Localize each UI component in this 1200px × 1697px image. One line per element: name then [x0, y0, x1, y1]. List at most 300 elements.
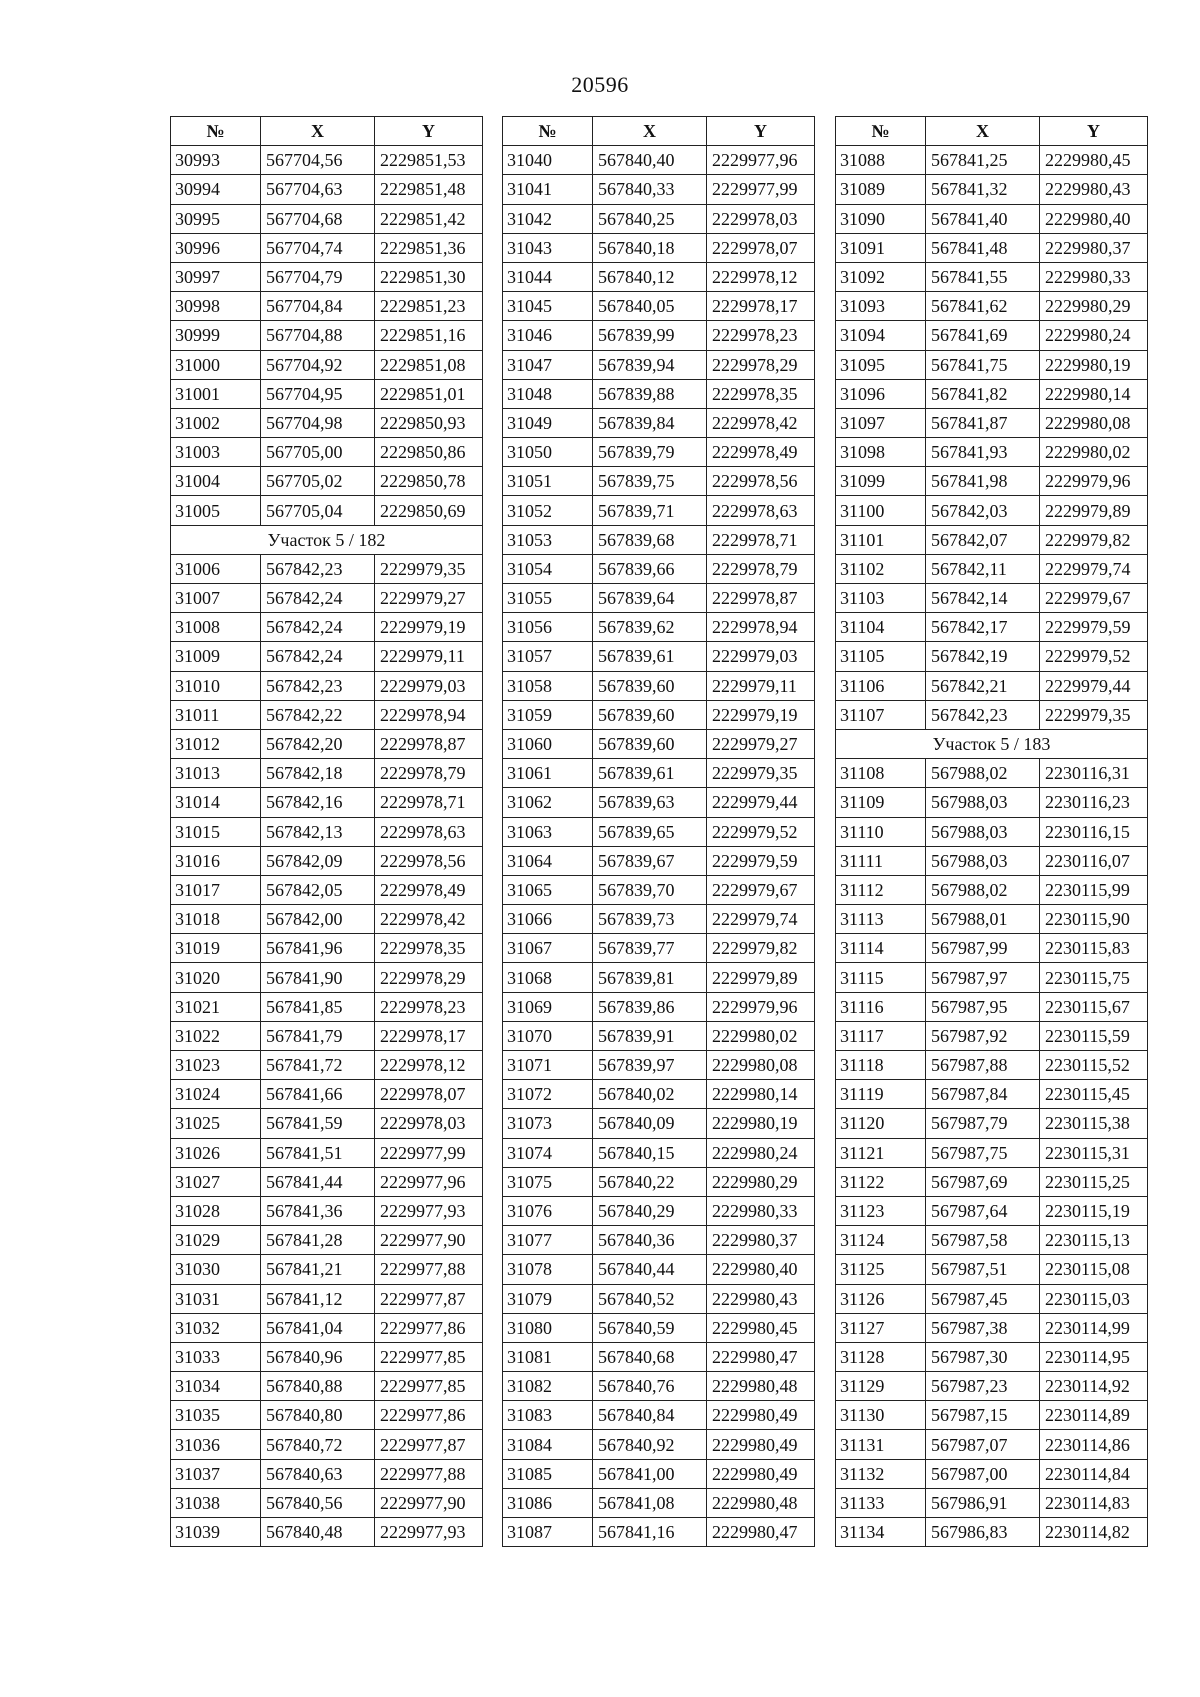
x-coordinate-cell: 567840,76	[593, 1372, 707, 1401]
point-number-cell: 31051	[503, 467, 593, 496]
y-coordinate-cell: 2229977,90	[375, 1226, 483, 1255]
point-number-cell: 31127	[836, 1313, 926, 1342]
point-number-cell: 31068	[503, 963, 593, 992]
point-number-cell: 31003	[171, 438, 261, 467]
point-number-cell: 31061	[503, 759, 593, 788]
table-row	[836, 467, 1148, 496]
x-coordinate-cell: 567840,12	[593, 262, 707, 291]
x-coordinate-cell: 567987,15	[926, 1401, 1040, 1430]
table-header-row	[836, 117, 1148, 146]
point-number-cell: 31045	[503, 292, 593, 321]
coordinates-table-middle	[502, 116, 815, 1547]
y-coordinate-cell: 2229979,59	[1040, 613, 1148, 642]
point-number-cell: 30997	[171, 262, 261, 291]
x-coordinate-cell: 567841,87	[926, 408, 1040, 437]
point-number-cell: 31083	[503, 1401, 593, 1430]
x-coordinate-cell: 567704,98	[261, 408, 375, 437]
table-row	[171, 1255, 483, 1284]
y-coordinate-cell: 2229978,56	[375, 846, 483, 875]
table-row	[171, 1313, 483, 1342]
x-coordinate-cell: 567842,24	[261, 613, 375, 642]
table-row	[171, 408, 483, 437]
x-coordinate-cell: 567987,30	[926, 1342, 1040, 1371]
y-coordinate-cell: 2230115,38	[1040, 1109, 1148, 1138]
x-coordinate-cell: 567840,33	[593, 175, 707, 204]
x-coordinate-cell: 567839,97	[593, 1051, 707, 1080]
table-row	[171, 1459, 483, 1488]
table-row	[171, 1518, 483, 1547]
x-coordinate-cell: 567987,58	[926, 1226, 1040, 1255]
table-row	[503, 554, 815, 583]
y-coordinate-cell: 2229978,17	[375, 1021, 483, 1050]
point-number-cell: 31074	[503, 1138, 593, 1167]
y-coordinate-cell: 2229978,29	[707, 350, 815, 379]
x-coordinate-cell: 567842,23	[261, 671, 375, 700]
point-number-cell: 31094	[836, 321, 926, 350]
point-number-cell: 31098	[836, 438, 926, 467]
table-row	[503, 1430, 815, 1459]
table-row	[836, 204, 1148, 233]
x-coordinate-cell: 567842,21	[926, 671, 1040, 700]
table-row	[836, 846, 1148, 875]
y-coordinate-cell: 2229851,36	[375, 233, 483, 262]
table-body	[171, 146, 483, 1547]
table-row	[503, 1167, 815, 1196]
point-number-cell: 31040	[503, 146, 593, 175]
table-row	[836, 671, 1148, 700]
y-coordinate-cell: 2229979,35	[707, 759, 815, 788]
section-label: Участок 5 / 182	[171, 525, 483, 554]
table-row	[171, 379, 483, 408]
table-row	[836, 262, 1148, 291]
y-coordinate-cell: 2230115,99	[1040, 875, 1148, 904]
point-number-cell: 31010	[171, 671, 261, 700]
y-coordinate-cell: 2229978,12	[375, 1051, 483, 1080]
point-number-cell: 31030	[171, 1255, 261, 1284]
y-coordinate-cell: 2229978,35	[375, 934, 483, 963]
table-row	[836, 1342, 1148, 1371]
table-row	[836, 146, 1148, 175]
y-coordinate-cell: 2229979,52	[1040, 642, 1148, 671]
x-coordinate-cell: 567987,00	[926, 1459, 1040, 1488]
x-coordinate-cell: 567842,00	[261, 905, 375, 934]
point-number-cell: 31026	[171, 1138, 261, 1167]
table-row	[171, 1109, 483, 1138]
table-row	[503, 1401, 815, 1430]
point-number-cell: 31058	[503, 671, 593, 700]
point-number-cell: 31132	[836, 1459, 926, 1488]
point-number-cell: 31102	[836, 554, 926, 583]
point-number-cell: 30996	[171, 233, 261, 262]
x-coordinate-cell: 567839,99	[593, 321, 707, 350]
y-coordinate-cell: 2229978,49	[707, 438, 815, 467]
table-row	[503, 905, 815, 934]
y-coordinate-cell: 2229980,33	[707, 1196, 815, 1225]
x-coordinate-cell: 567840,15	[593, 1138, 707, 1167]
y-coordinate-cell: 2229979,03	[375, 671, 483, 700]
table-row	[171, 700, 483, 729]
table-row	[836, 700, 1148, 729]
point-number-cell: 31101	[836, 525, 926, 554]
x-coordinate-cell: 567842,09	[261, 846, 375, 875]
table-row	[836, 1226, 1148, 1255]
table-row	[836, 321, 1148, 350]
table-row	[836, 905, 1148, 934]
x-coordinate-cell: 567842,14	[926, 584, 1040, 613]
x-coordinate-cell: 567987,99	[926, 934, 1040, 963]
x-coordinate-cell: 567841,79	[261, 1021, 375, 1050]
x-coordinate-cell: 567839,94	[593, 350, 707, 379]
coordinates-table-left	[170, 116, 483, 1547]
x-coordinate-cell: 567840,44	[593, 1255, 707, 1284]
table-row	[503, 992, 815, 1021]
y-coordinate-cell: 2230114,83	[1040, 1488, 1148, 1517]
y-coordinate-cell: 2229980,37	[1040, 233, 1148, 262]
y-coordinate-cell: 2229850,78	[375, 467, 483, 496]
table-row	[171, 350, 483, 379]
y-coordinate-cell: 2229851,16	[375, 321, 483, 350]
point-number-cell: 31006	[171, 554, 261, 583]
table-row	[836, 1080, 1148, 1109]
y-coordinate-cell: 2229979,96	[707, 992, 815, 1021]
table-row	[171, 1342, 483, 1371]
page-number: 20596	[571, 72, 629, 97]
point-number-cell: 31002	[171, 408, 261, 437]
x-coordinate-cell: 567842,24	[261, 642, 375, 671]
y-coordinate-cell: 2229978,79	[707, 554, 815, 583]
y-coordinate-cell: 2229980,29	[1040, 292, 1148, 321]
x-coordinate-cell: 567840,25	[593, 204, 707, 233]
table-row	[503, 671, 815, 700]
y-coordinate-cell: 2229979,59	[707, 846, 815, 875]
table-row	[836, 438, 1148, 467]
point-number-cell: 31038	[171, 1488, 261, 1517]
point-number-cell: 30998	[171, 292, 261, 321]
x-coordinate-cell: 567987,51	[926, 1255, 1040, 1284]
y-coordinate-cell: 2229980,43	[707, 1284, 815, 1313]
y-coordinate-cell: 2230115,08	[1040, 1255, 1148, 1284]
table-row	[836, 788, 1148, 817]
y-coordinate-cell: 2229980,19	[1040, 350, 1148, 379]
header-y: Y	[375, 117, 483, 146]
table-row	[171, 233, 483, 262]
x-coordinate-cell: 567842,23	[926, 700, 1040, 729]
x-coordinate-cell: 567840,29	[593, 1196, 707, 1225]
table-row	[503, 584, 815, 613]
point-number-cell: 31005	[171, 496, 261, 525]
point-number-cell: 31015	[171, 817, 261, 846]
y-coordinate-cell: 2229979,35	[375, 554, 483, 583]
point-number-cell: 31063	[503, 817, 593, 846]
y-coordinate-cell: 2229980,14	[707, 1080, 815, 1109]
point-number-cell: 31115	[836, 963, 926, 992]
point-number-cell: 31060	[503, 729, 593, 758]
point-number-cell: 31096	[836, 379, 926, 408]
point-number-cell: 31017	[171, 875, 261, 904]
x-coordinate-cell: 567839,71	[593, 496, 707, 525]
x-coordinate-cell: 567841,62	[926, 292, 1040, 321]
x-coordinate-cell: 567841,66	[261, 1080, 375, 1109]
point-number-cell: 30994	[171, 175, 261, 204]
y-coordinate-cell: 2230115,59	[1040, 1021, 1148, 1050]
x-coordinate-cell: 567841,55	[926, 262, 1040, 291]
point-number-cell: 31078	[503, 1255, 593, 1284]
point-number-cell: 31081	[503, 1342, 593, 1371]
y-coordinate-cell: 2229979,44	[707, 788, 815, 817]
point-number-cell: 31027	[171, 1167, 261, 1196]
point-number-cell: 31131	[836, 1430, 926, 1459]
point-number-cell: 31072	[503, 1080, 593, 1109]
point-number-cell: 31110	[836, 817, 926, 846]
table-row	[171, 1196, 483, 1225]
y-coordinate-cell: 2229977,88	[375, 1255, 483, 1284]
y-coordinate-cell: 2229980,43	[1040, 175, 1148, 204]
x-coordinate-cell: 567840,88	[261, 1372, 375, 1401]
y-coordinate-cell: 2229978,23	[375, 992, 483, 1021]
x-coordinate-cell: 567704,56	[261, 146, 375, 175]
point-number-cell: 31129	[836, 1372, 926, 1401]
y-coordinate-cell: 2229979,11	[707, 671, 815, 700]
y-coordinate-cell: 2229980,48	[707, 1372, 815, 1401]
point-number-cell: 31117	[836, 1021, 926, 1050]
y-coordinate-cell: 2230116,31	[1040, 759, 1148, 788]
x-coordinate-cell: 567840,59	[593, 1313, 707, 1342]
x-coordinate-cell: 567841,85	[261, 992, 375, 1021]
y-coordinate-cell: 2229980,24	[1040, 321, 1148, 350]
x-coordinate-cell: 567840,40	[593, 146, 707, 175]
y-coordinate-cell: 2229978,42	[375, 905, 483, 934]
point-number-cell: 31084	[503, 1430, 593, 1459]
x-coordinate-cell: 567839,70	[593, 875, 707, 904]
table-row	[836, 992, 1148, 1021]
table-row	[171, 204, 483, 233]
table-row	[503, 1372, 815, 1401]
x-coordinate-cell: 567987,84	[926, 1080, 1040, 1109]
x-coordinate-cell: 567839,60	[593, 729, 707, 758]
table-row	[503, 1080, 815, 1109]
point-number-cell: 31029	[171, 1226, 261, 1255]
point-number-cell: 31042	[503, 204, 593, 233]
section-row	[836, 729, 1148, 758]
x-coordinate-cell: 567841,69	[926, 321, 1040, 350]
y-coordinate-cell: 2229980,33	[1040, 262, 1148, 291]
y-coordinate-cell: 2229979,03	[707, 642, 815, 671]
y-coordinate-cell: 2230115,13	[1040, 1226, 1148, 1255]
y-coordinate-cell: 2229978,71	[707, 525, 815, 554]
x-coordinate-cell: 567841,32	[926, 175, 1040, 204]
y-coordinate-cell: 2229851,23	[375, 292, 483, 321]
y-coordinate-cell: 2230114,99	[1040, 1313, 1148, 1342]
table-row	[503, 700, 815, 729]
x-coordinate-cell: 567842,18	[261, 759, 375, 788]
point-number-cell: 31048	[503, 379, 593, 408]
table-row	[836, 1109, 1148, 1138]
y-coordinate-cell: 2229978,79	[375, 759, 483, 788]
x-coordinate-cell: 567840,02	[593, 1080, 707, 1109]
x-coordinate-cell: 567987,45	[926, 1284, 1040, 1313]
table-row	[171, 934, 483, 963]
point-number-cell: 31108	[836, 759, 926, 788]
x-coordinate-cell: 567705,04	[261, 496, 375, 525]
x-coordinate-cell: 567840,92	[593, 1430, 707, 1459]
table-row	[503, 1342, 815, 1371]
y-coordinate-cell: 2229978,87	[707, 584, 815, 613]
x-coordinate-cell: 567987,97	[926, 963, 1040, 992]
y-coordinate-cell: 2229980,49	[707, 1401, 815, 1430]
point-number-cell: 31075	[503, 1167, 593, 1196]
x-coordinate-cell: 567842,03	[926, 496, 1040, 525]
table-body	[836, 146, 1148, 1547]
x-coordinate-cell: 567840,48	[261, 1518, 375, 1547]
point-number-cell: 31069	[503, 992, 593, 1021]
header-num: №	[836, 117, 926, 146]
y-coordinate-cell: 2230115,67	[1040, 992, 1148, 1021]
table-row	[503, 934, 815, 963]
point-number-cell: 31070	[503, 1021, 593, 1050]
y-coordinate-cell: 2229980,40	[707, 1255, 815, 1284]
x-coordinate-cell: 567839,60	[593, 700, 707, 729]
point-number-cell: 31024	[171, 1080, 261, 1109]
y-coordinate-cell: 2229978,94	[375, 700, 483, 729]
y-coordinate-cell: 2229979,67	[707, 875, 815, 904]
y-coordinate-cell: 2229977,93	[375, 1518, 483, 1547]
point-number-cell: 31111	[836, 846, 926, 875]
x-coordinate-cell: 567987,07	[926, 1430, 1040, 1459]
table-row	[836, 1401, 1148, 1430]
x-coordinate-cell: 567841,98	[926, 467, 1040, 496]
table-row	[836, 875, 1148, 904]
x-coordinate-cell: 567840,18	[593, 233, 707, 262]
point-number-cell: 31035	[171, 1401, 261, 1430]
x-coordinate-cell: 567841,28	[261, 1226, 375, 1255]
point-number-cell: 31021	[171, 992, 261, 1021]
point-number-cell: 31095	[836, 350, 926, 379]
y-coordinate-cell: 2229979,27	[707, 729, 815, 758]
table-row	[171, 584, 483, 613]
y-coordinate-cell: 2229851,01	[375, 379, 483, 408]
y-coordinate-cell: 2229978,07	[707, 233, 815, 262]
x-coordinate-cell: 567705,00	[261, 438, 375, 467]
x-coordinate-cell: 567840,09	[593, 1109, 707, 1138]
table-row	[503, 233, 815, 262]
table-row	[171, 817, 483, 846]
y-coordinate-cell: 2229851,30	[375, 262, 483, 291]
point-number-cell: 31062	[503, 788, 593, 817]
table-row	[171, 875, 483, 904]
point-number-cell: 31011	[171, 700, 261, 729]
x-coordinate-cell: 567842,07	[926, 525, 1040, 554]
point-number-cell: 31001	[171, 379, 261, 408]
y-coordinate-cell: 2229978,94	[707, 613, 815, 642]
table-row	[503, 321, 815, 350]
y-coordinate-cell: 2229979,11	[375, 642, 483, 671]
x-coordinate-cell: 567986,91	[926, 1488, 1040, 1517]
x-coordinate-cell: 567840,56	[261, 1488, 375, 1517]
y-coordinate-cell: 2229979,82	[707, 934, 815, 963]
x-coordinate-cell: 567839,91	[593, 1021, 707, 1050]
y-coordinate-cell: 2229980,47	[707, 1342, 815, 1371]
point-number-cell: 31112	[836, 875, 926, 904]
y-coordinate-cell: 2229978,42	[707, 408, 815, 437]
x-coordinate-cell: 567987,88	[926, 1051, 1040, 1080]
x-coordinate-cell: 567839,86	[593, 992, 707, 1021]
table-row	[503, 642, 815, 671]
y-coordinate-cell: 2229979,35	[1040, 700, 1148, 729]
point-number-cell: 31009	[171, 642, 261, 671]
table-row	[503, 613, 815, 642]
x-coordinate-cell: 567840,68	[593, 1342, 707, 1371]
x-coordinate-cell: 567988,01	[926, 905, 1040, 934]
point-number-cell: 31130	[836, 1401, 926, 1430]
x-coordinate-cell: 567841,75	[926, 350, 1040, 379]
point-number-cell: 31034	[171, 1372, 261, 1401]
y-coordinate-cell: 2230115,03	[1040, 1284, 1148, 1313]
point-number-cell: 31055	[503, 584, 593, 613]
table-row	[836, 1021, 1148, 1050]
table-row	[503, 350, 815, 379]
x-coordinate-cell: 567841,12	[261, 1284, 375, 1313]
y-coordinate-cell: 2230114,92	[1040, 1372, 1148, 1401]
x-coordinate-cell: 567988,03	[926, 817, 1040, 846]
table-row	[836, 934, 1148, 963]
x-coordinate-cell: 567841,51	[261, 1138, 375, 1167]
point-number-cell: 31039	[171, 1518, 261, 1547]
x-coordinate-cell: 567839,67	[593, 846, 707, 875]
table-row	[503, 1459, 815, 1488]
table-row	[503, 292, 815, 321]
x-coordinate-cell: 567987,69	[926, 1167, 1040, 1196]
y-coordinate-cell: 2229980,40	[1040, 204, 1148, 233]
table-row	[171, 788, 483, 817]
x-coordinate-cell: 567839,73	[593, 905, 707, 934]
point-number-cell: 31103	[836, 584, 926, 613]
x-coordinate-cell: 567841,96	[261, 934, 375, 963]
point-number-cell: 31012	[171, 729, 261, 758]
table-row	[836, 584, 1148, 613]
point-number-cell: 31028	[171, 1196, 261, 1225]
y-coordinate-cell: 2230114,82	[1040, 1518, 1148, 1547]
x-coordinate-cell: 567840,05	[593, 292, 707, 321]
point-number-cell: 31097	[836, 408, 926, 437]
table-row	[171, 1430, 483, 1459]
y-coordinate-cell: 2229979,89	[1040, 496, 1148, 525]
y-coordinate-cell: 2229978,56	[707, 467, 815, 496]
table-row	[171, 1051, 483, 1080]
y-coordinate-cell: 2229980,47	[707, 1518, 815, 1547]
table-row	[836, 1138, 1148, 1167]
point-number-cell: 31019	[171, 934, 261, 963]
point-number-cell: 31032	[171, 1313, 261, 1342]
x-coordinate-cell: 567704,88	[261, 321, 375, 350]
x-coordinate-cell: 567839,63	[593, 788, 707, 817]
x-coordinate-cell: 567842,17	[926, 613, 1040, 642]
point-number-cell: 30995	[171, 204, 261, 233]
y-coordinate-cell: 2229978,07	[375, 1080, 483, 1109]
header-y: Y	[1040, 117, 1148, 146]
table-row	[836, 1255, 1148, 1284]
y-coordinate-cell: 2229977,99	[707, 175, 815, 204]
table-row	[171, 671, 483, 700]
table-row	[836, 1284, 1148, 1313]
x-coordinate-cell: 567986,83	[926, 1518, 1040, 1547]
table-row	[171, 1284, 483, 1313]
table-row	[171, 759, 483, 788]
point-number-cell: 31120	[836, 1109, 926, 1138]
header-x: X	[926, 117, 1040, 146]
y-coordinate-cell: 2229978,03	[375, 1109, 483, 1138]
y-coordinate-cell: 2229977,96	[707, 146, 815, 175]
table-row	[171, 1401, 483, 1430]
